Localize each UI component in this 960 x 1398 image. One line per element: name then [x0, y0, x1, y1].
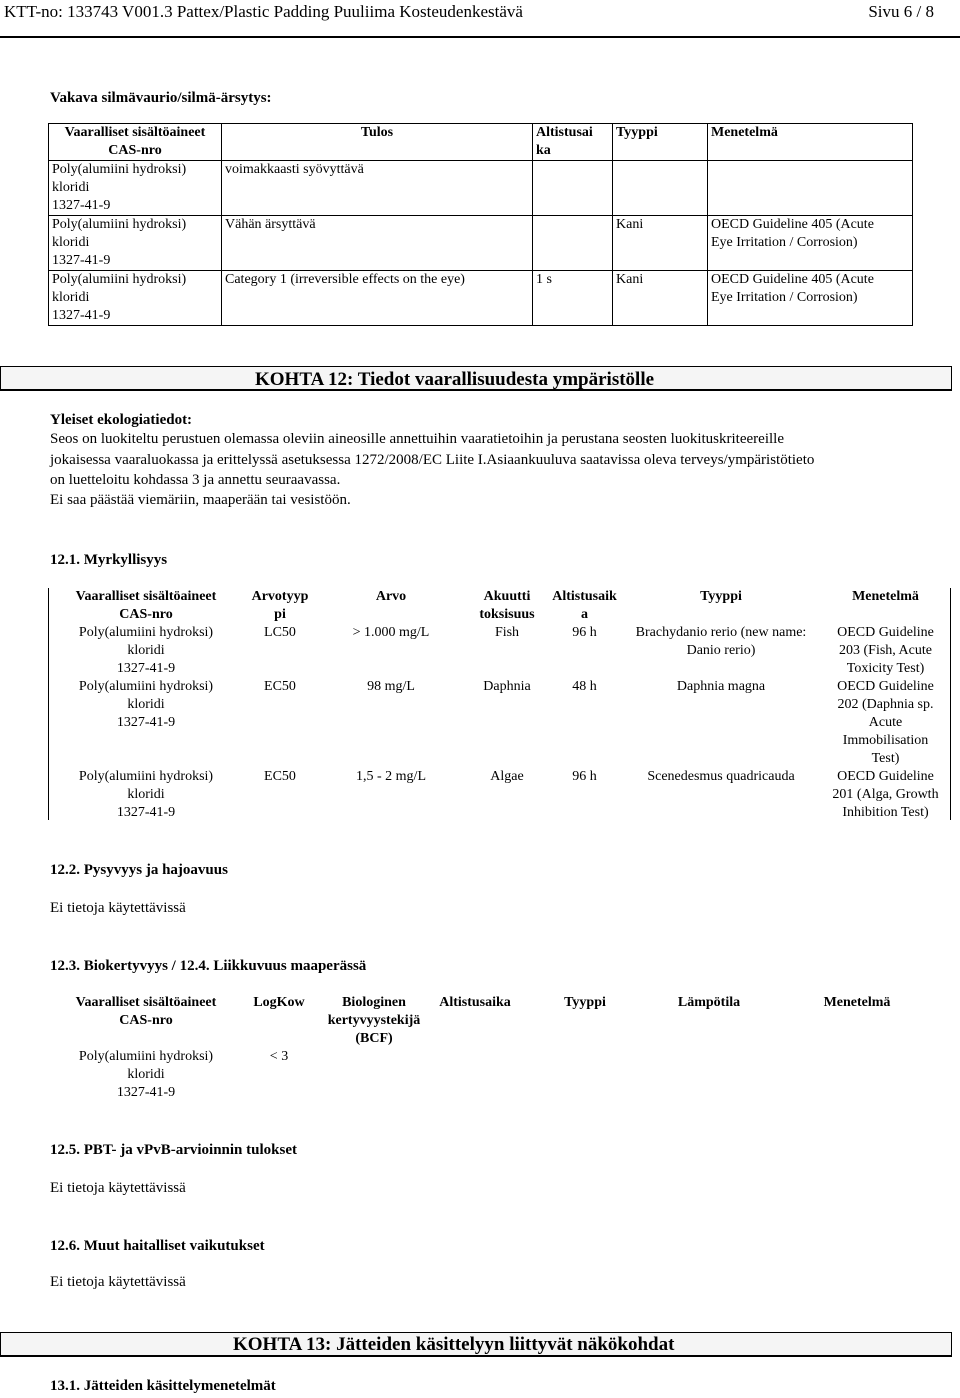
bio-table [48, 994, 950, 1102]
section-12-title: KOHTA 12: Tiedot vaarallisuudesta ympäristölle [255, 369, 655, 390]
tox-col-acute: Akuutti toksisuus [479, 589, 535, 622]
substance-cell: Poly(alumiini hydroksi) kloridi 1327-41-9 [78, 679, 214, 730]
tox-table-header [48, 588, 950, 624]
value-type-cell: LC50 [264, 625, 296, 640]
tox-col-type: Tyyppi [700, 589, 742, 604]
type-cell: Daphnia magna [676, 679, 766, 694]
bio-col-temp: Lämpötila [677, 995, 741, 1010]
general-eco-line: on luetteloitu kohdassa 3 ja annettu seuraavassa. [50, 472, 341, 488]
table-row [49, 216, 913, 271]
tox-right-rule [950, 588, 951, 820]
pbt-text: Ei tietoja käytettävissä [50, 1180, 186, 1196]
table-row [48, 624, 950, 678]
other-effects-heading: 12.6. Muut haitalliset vaikutukset [50, 1238, 265, 1254]
bcf-cell [314, 1048, 434, 1102]
section-13-title: KOHTA 13: Jätteiden käsittelyyn liittyvät näkökohdat [233, 1334, 675, 1355]
tox-col-substance: Vaaralliset sisältöaineet CAS-nro [75, 589, 217, 622]
page-number: Sivu 6 / 8 [868, 2, 934, 21]
bio-table-header [48, 994, 950, 1048]
bio-heading: 12.3. Biokertyvyys / 12.4. Liikkuvuus maaperässä [50, 958, 367, 974]
exposure-cell [533, 161, 613, 216]
header-divider [0, 36, 960, 38]
method-cell: OECD Guideline 201 (Alga, Growth Inhibition Test) [832, 769, 939, 820]
value-cell: > 1.000 mg/L [352, 625, 430, 640]
bio-col-bcf: Biologinen kertyvyystekijä (BCF) [327, 995, 421, 1046]
section-12-bar [0, 366, 952, 391]
tox-col-method: Menetelmä [852, 589, 919, 604]
tox-col-value: Arvo [375, 589, 407, 604]
page-header [0, 0, 960, 30]
table-row [48, 1048, 950, 1102]
type-cell: Scenedesmus quadricauda [647, 769, 795, 784]
acute-cell: Fish [494, 625, 520, 640]
exposure-cell: 96 h [572, 769, 597, 784]
method-cell: OECD Guideline 405 (Acute Eye Irritation / Corrosion) [708, 271, 913, 326]
substance-cell: Poly(alumiini hydroksi) kloridi 1327-41-9 [78, 1049, 214, 1100]
substance-cell: Poly(alumiini hydroksi) kloridi 1327-41-9 [49, 271, 222, 326]
bio-col-substance: Vaaralliset sisältöaineet CAS-nro [75, 995, 217, 1028]
type-cell [516, 1048, 654, 1102]
section-13-bar [0, 1332, 952, 1357]
table-row [48, 768, 950, 822]
substance-cell: Poly(alumiini hydroksi) kloridi 1327-41-9 [49, 161, 222, 216]
eye-col-result: Tulos [222, 124, 533, 161]
result-cell: Category 1 (irreversible effects on the eye) [222, 271, 533, 326]
exposure-cell [434, 1048, 516, 1102]
tox-col-exposure: Altistusaik a [552, 589, 617, 622]
eye-table-header [49, 124, 913, 161]
bio-col-type: Tyyppi [564, 995, 606, 1010]
exposure-cell: 1 s [533, 271, 613, 326]
eye-table [48, 123, 913, 326]
general-eco-heading: Yleiset ekologiatiedot: [50, 412, 193, 428]
bio-col-method: Menetelmä [823, 995, 891, 1010]
logkow-cell: < 3 [269, 1049, 289, 1064]
tox-col-value-type: Arvotyyp pi [251, 589, 309, 622]
toxicity-heading: 12.1. Myrkyllisyys [50, 552, 168, 568]
table-row [48, 678, 950, 768]
persistence-text: Ei tietoja käytettävissä [50, 900, 186, 916]
method-cell [764, 1048, 950, 1102]
general-eco-line: jokaisessa vaaraluokassa ja erittelyssä asetuksessa 1272/2008/EC Liite I.Asiaankuuluva saatavissa oleva terveys/ympäristötieto [50, 452, 815, 468]
value-cell: 1,5 - 2 mg/L [356, 769, 426, 784]
general-eco-line: Ei saa päästää viemäriin, maaperään tai vesistöön. [50, 492, 351, 508]
persistence-heading: 12.2. Pysyvyys ja hajoavuus [50, 862, 228, 878]
table-row [49, 271, 913, 326]
exposure-cell: 96 h [572, 625, 597, 640]
type-cell [613, 161, 708, 216]
eye-col-substance: Vaaralliset sisältöaineet CAS-nro [49, 124, 222, 161]
type-cell: Kani [613, 271, 708, 326]
table-row [49, 161, 913, 216]
substance-cell: Poly(alumiini hydroksi) kloridi 1327-41-9 [78, 625, 214, 676]
eye-col-exposure: Altistusai ka [533, 124, 613, 161]
method-cell: OECD Guideline 202 (Daphnia sp. Acute Immobilisation Test) [837, 679, 934, 766]
bio-col-logkow: LogKow [253, 995, 305, 1010]
eye-col-type: Tyyppi [613, 124, 708, 161]
type-cell: Kani [613, 216, 708, 271]
method-cell [708, 161, 913, 216]
method-cell: OECD Guideline 405 (Acute Eye Irritation / Corrosion) [708, 216, 913, 271]
value-cell: 98 mg/L [367, 679, 415, 694]
temp-cell [654, 1048, 764, 1102]
method-cell: OECD Guideline 203 (Fish, Acute Toxicity Test) [837, 625, 934, 676]
waste-methods-heading: 13.1. Jätteiden käsittelymenetelmät [50, 1378, 276, 1394]
result-cell: Vähän ärsyttävä [222, 216, 533, 271]
result-cell: voimakkaasti syövyttävä [222, 161, 533, 216]
acute-cell: Daphnia [483, 679, 531, 694]
exposure-cell [533, 216, 613, 271]
pbt-heading: 12.5. PBT- ja vPvB-arvioinnin tulokset [50, 1142, 297, 1158]
substance-cell: Poly(alumiini hydroksi) kloridi 1327-41-9 [49, 216, 222, 271]
eye-col-method: Menetelmä [708, 124, 913, 161]
acute-cell: Algae [490, 769, 524, 784]
document-id: KTT-no: 133743 V001.3 Pattex/Plastic Padding Puuliima Kosteudenkestävä [4, 2, 523, 21]
value-type-cell: EC50 [264, 679, 296, 694]
value-type-cell: EC50 [264, 769, 296, 784]
exposure-cell: 48 h [572, 679, 597, 694]
toxicity-table [48, 588, 950, 822]
bio-col-exposure: Altistusaika [439, 995, 511, 1010]
eye-heading: Vakava silmävaurio/silmä-ärsytys: [50, 90, 272, 106]
substance-cell: Poly(alumiini hydroksi) kloridi 1327-41-9 [78, 769, 214, 820]
other-effects-text: Ei tietoja käytettävissä [50, 1274, 186, 1290]
general-eco-line: Seos on luokiteltu perustuen olemassa oleviin aineosille annettuihin vaaratietoihin ja perustana seosten luokituskriteereille [50, 431, 784, 447]
type-cell: Brachydanio rerio (new name: Danio rerio) [635, 625, 807, 658]
